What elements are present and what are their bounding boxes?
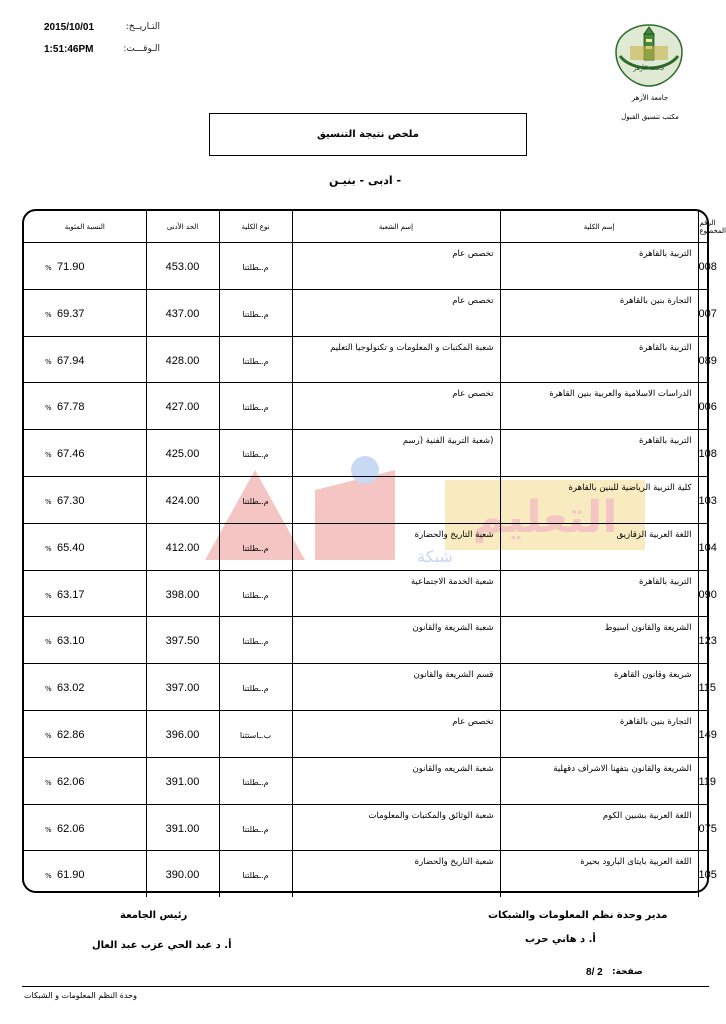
type-value: م.ـطلتنا (242, 403, 269, 413)
pct-value: 62.06 (57, 775, 85, 788)
cell-branch (292, 523, 500, 570)
cell-type (219, 757, 292, 804)
cell-branch (292, 336, 500, 383)
cell-code (698, 289, 717, 336)
min-value: 428.00 (165, 354, 200, 367)
cell-pct (24, 617, 146, 664)
percent-sign: % (45, 451, 52, 460)
table-row (24, 243, 707, 290)
min-value: 427.00 (165, 401, 200, 414)
table-row (24, 570, 707, 617)
cell-college (500, 664, 698, 711)
table-row (24, 430, 707, 477)
code-value: 149 (698, 728, 717, 741)
branch-value: شعبة الوثائق والمكتبات والمعلومات (368, 810, 494, 821)
cell-college (500, 476, 698, 523)
university-logo (612, 22, 686, 90)
cell-code (698, 523, 717, 570)
cell-college (500, 523, 698, 570)
cell-min (146, 710, 219, 757)
college-value: كلية التربية الرياضية للبنين بالقاهرة (568, 482, 692, 493)
type-value: م.ـطلتنا (242, 824, 269, 834)
cell-branch (292, 851, 500, 897)
table-row (24, 664, 707, 711)
table-row (24, 757, 707, 804)
branch-value: شعبة المكتبات و المعلومات و تكنولوجيا التعليم (330, 342, 494, 353)
col-header-college: إسم الكلية (500, 211, 698, 243)
table-row (24, 336, 707, 383)
branch-value: تخصص عام (452, 295, 494, 306)
cell-branch (292, 664, 500, 711)
cell-type (219, 851, 292, 897)
report-subtitle: - ادبى - بنيـن (328, 174, 402, 187)
branch-value: شعبة الشريعة والقانون (412, 623, 494, 634)
cell-branch (292, 710, 500, 757)
cell-branch (292, 243, 500, 290)
university-name: جامعة الأزهر (631, 94, 669, 102)
percent-sign: % (45, 685, 52, 694)
branch-value: قسم الشريعة والقانون (413, 670, 494, 681)
college-value: اللغة العربية بشبين الكوم (602, 810, 692, 821)
report-title: ملخص نتيجة التنسيق (317, 129, 419, 140)
code-value: 008 (698, 261, 717, 273)
code-value: 007 (698, 307, 717, 320)
branch-value: تخصص عام (452, 389, 494, 400)
cell-min (146, 430, 219, 477)
code-value: 075 (698, 822, 717, 835)
cell-pct (24, 289, 146, 336)
cell-branch (292, 617, 500, 664)
table-row (24, 710, 707, 757)
logo-text: جامعة الأزهر (633, 65, 665, 72)
cell-branch (292, 430, 500, 477)
cell-type (219, 243, 292, 290)
col-header-pct: النسبة المئوية (24, 211, 146, 243)
cell-min (146, 289, 219, 336)
cell-pct (24, 336, 146, 383)
percent-sign: % (45, 544, 52, 553)
date-value: 2015/10/01 (44, 22, 95, 33)
cell-college (500, 430, 698, 477)
cell-min (146, 383, 219, 430)
college-value: التربية بالقاهرة (639, 436, 692, 447)
pct-value: 67.46 (57, 448, 85, 461)
percent-sign: % (45, 497, 52, 506)
col-header-code: الرقم المخصوع (698, 211, 707, 243)
college-value: اللغة العربية الزقازيق (616, 529, 692, 540)
pct-value: 63.10 (57, 635, 85, 648)
cell-college (500, 757, 698, 804)
code-value: 104 (698, 541, 717, 554)
cell-min (146, 570, 219, 617)
cell-min (146, 617, 219, 664)
type-value: م.ـطلتنا (242, 356, 269, 366)
col-header-branch: إسم الشعبة (292, 211, 500, 243)
cell-min (146, 523, 219, 570)
college-value: شريعة وقانون القاهرة (614, 670, 692, 681)
cell-college (500, 617, 698, 664)
cell-pct (24, 476, 146, 523)
pct-value: 62.06 (57, 822, 85, 835)
table-row (24, 383, 707, 430)
code-value: 090 (698, 588, 717, 601)
type-value: م.ـطلتنا (242, 450, 269, 460)
page-label: صفحة: (612, 967, 643, 977)
cell-code (698, 617, 717, 664)
cell-min (146, 851, 219, 897)
pct-value: 63.02 (57, 682, 85, 695)
code-value: 103 (698, 494, 717, 507)
type-value: م.ـطلتنا (242, 590, 269, 600)
cell-min (146, 664, 219, 711)
table-row (24, 523, 707, 570)
min-value: 425.00 (165, 448, 200, 461)
cell-college (500, 804, 698, 851)
cell-pct (24, 430, 146, 477)
pct-value: 67.94 (57, 354, 85, 367)
table-row (24, 476, 707, 523)
type-value: م.ـطلتنا (242, 263, 269, 272)
percent-sign: % (45, 638, 52, 647)
cell-pct (24, 804, 146, 851)
min-value: 437.00 (165, 307, 200, 320)
pct-value: 71.90 (57, 261, 85, 273)
cell-college (500, 243, 698, 290)
footer-unit-name: وحدة النظم المعلومات و الشبكات (24, 991, 137, 1000)
cell-type (219, 383, 292, 430)
cell-branch (292, 570, 500, 617)
cell-branch (292, 383, 500, 430)
type-value: م.ـطلتنا (242, 777, 269, 787)
signature-left-name: أ. د عبد الحي عزب عبد العال (92, 940, 232, 951)
watermark-sub-text: شبكة (417, 547, 453, 566)
cell-pct (24, 710, 146, 757)
branch-value: تخصص عام (452, 249, 494, 259)
type-value: م.ـطلتنا (242, 637, 269, 647)
cell-pct (24, 570, 146, 617)
college-value: الدراسات الاسلامية والعربية بنين القاهرة (549, 389, 692, 400)
percent-sign: % (45, 264, 52, 272)
watermark-text: التعليم (472, 492, 618, 543)
type-value: م.ـطلتنا (242, 496, 269, 506)
cell-pct (24, 664, 146, 711)
branch-value: (شعبة التربية الفنية (رسم (402, 436, 494, 447)
cell-code (698, 383, 717, 430)
cell-branch (292, 804, 500, 851)
signature-right-name: أ. د هاني حرب (525, 934, 596, 945)
cell-college (500, 289, 698, 336)
branch-value: شعبة التاريخ والحضارة (414, 529, 494, 540)
cell-min (146, 243, 219, 290)
college-value: التربية بالقاهرة (639, 342, 692, 353)
min-value: 412.00 (165, 541, 200, 554)
cell-pct (24, 243, 146, 290)
cell-code (698, 336, 717, 383)
type-value: م.ـطلتنا (242, 309, 269, 319)
page-number: 2 /8 (586, 967, 603, 978)
min-value: 391.00 (165, 822, 200, 835)
cell-code (698, 804, 717, 851)
time-label: الـوقـــت: (123, 44, 160, 54)
time-value: 1:51:46PM (44, 44, 94, 55)
cell-type (219, 430, 292, 477)
code-value: 119 (698, 775, 717, 788)
cell-college (500, 851, 698, 897)
percent-sign: % (45, 310, 52, 319)
cell-type (219, 476, 292, 523)
office-name: مكتب تنسيق القبول (621, 113, 679, 121)
pct-value: 67.30 (57, 494, 85, 507)
table-row (24, 804, 707, 851)
min-value: 397.50 (165, 635, 200, 648)
cell-type (219, 617, 292, 664)
cell-branch (292, 757, 500, 804)
type-value: م.ـطلتنا (242, 684, 269, 694)
percent-sign: % (45, 731, 52, 740)
college-value: التجارة بنين بالقاهرة (619, 295, 692, 306)
cell-min (146, 757, 219, 804)
branch-value: شعبة التاريخ والحضارة (414, 857, 494, 868)
college-value: التربية بالقاهرة (639, 576, 692, 587)
pct-value: 62.86 (57, 728, 85, 741)
pct-value: 65.40 (57, 541, 85, 554)
cell-college (500, 383, 698, 430)
table-row (24, 617, 707, 664)
date-label: التـاريــخ: (125, 22, 160, 32)
cell-code (698, 851, 717, 897)
min-value: 398.00 (165, 588, 200, 601)
percent-sign: % (45, 872, 52, 881)
college-value: اللغة العربية بايتاى البارود بحيرة (580, 857, 692, 868)
cell-pct (24, 383, 146, 430)
cell-type (219, 570, 292, 617)
code-value: 123 (698, 635, 717, 648)
percent-sign: % (45, 778, 52, 787)
cell-code (698, 243, 717, 290)
cell-branch (292, 289, 500, 336)
type-value: ب.ـاستثنا (239, 730, 272, 740)
cell-code (698, 430, 717, 477)
code-value: 108 (698, 448, 717, 461)
cell-code (698, 664, 717, 711)
cell-college (500, 570, 698, 617)
pct-value: 67.78 (57, 401, 85, 414)
percent-sign: % (45, 404, 52, 413)
type-value: م.ـطلتنا (242, 871, 269, 881)
code-value: 006 (698, 401, 717, 414)
table-row (24, 289, 707, 336)
code-value: 115 (698, 682, 717, 695)
branch-value: شعبة الشريعه والقانون (412, 763, 494, 774)
cell-type (219, 523, 292, 570)
signature-left-title: رئيس الجامعة (120, 910, 188, 921)
percent-sign: % (45, 357, 52, 366)
cell-min (146, 336, 219, 383)
cell-code (698, 710, 717, 757)
min-value: 397.00 (165, 682, 200, 695)
pct-value: 63.17 (57, 588, 85, 601)
branch-value: تخصص عام (452, 716, 494, 727)
cell-type (219, 664, 292, 711)
cell-code (698, 570, 717, 617)
percent-sign: % (45, 825, 52, 834)
cell-code (698, 757, 717, 804)
cell-code (698, 476, 717, 523)
col-header-type: نوع الكلية (219, 211, 292, 243)
college-value: التجارة بنين بالقاهرة (619, 716, 692, 727)
cell-branch (292, 476, 500, 523)
min-value: 390.00 (165, 869, 200, 882)
percent-sign: % (45, 591, 52, 600)
college-value: الشريعة والقانون بتفهنا الاشراف دقهلية (553, 763, 692, 774)
code-value: 105 (698, 869, 717, 882)
cell-type (219, 336, 292, 383)
cell-college (500, 336, 698, 383)
pct-value: 61.90 (57, 869, 85, 882)
table-row (24, 851, 707, 897)
cell-min (146, 804, 219, 851)
footer-divider (22, 986, 709, 987)
college-value: التربية بالقاهرة (639, 249, 692, 259)
min-value: 424.00 (165, 494, 200, 507)
branch-value: شعبة الخدمة الاجتماعية (411, 576, 494, 587)
table-header-row (24, 211, 707, 243)
cell-college (500, 710, 698, 757)
cell-pct (24, 757, 146, 804)
cell-min (146, 476, 219, 523)
signature-right-title: مدير وحدة نظم المعلومات والشبكات (488, 910, 668, 921)
pct-value: 69.37 (57, 307, 85, 320)
cell-type (219, 710, 292, 757)
cell-pct (24, 523, 146, 570)
min-value: 391.00 (165, 775, 200, 788)
code-value: 089 (698, 354, 717, 367)
college-value: الشريعة والقانون اسيوط (604, 623, 692, 634)
cell-type (219, 804, 292, 851)
report-title-box (209, 113, 527, 156)
results-table (22, 209, 726, 893)
cell-pct (24, 851, 146, 897)
cell-type (219, 289, 292, 336)
min-value: 396.00 (165, 728, 200, 741)
min-value: 453.00 (165, 261, 200, 273)
col-header-min: الحد الأدنى (146, 211, 219, 243)
type-value: م.ـطلتنا (242, 543, 269, 553)
